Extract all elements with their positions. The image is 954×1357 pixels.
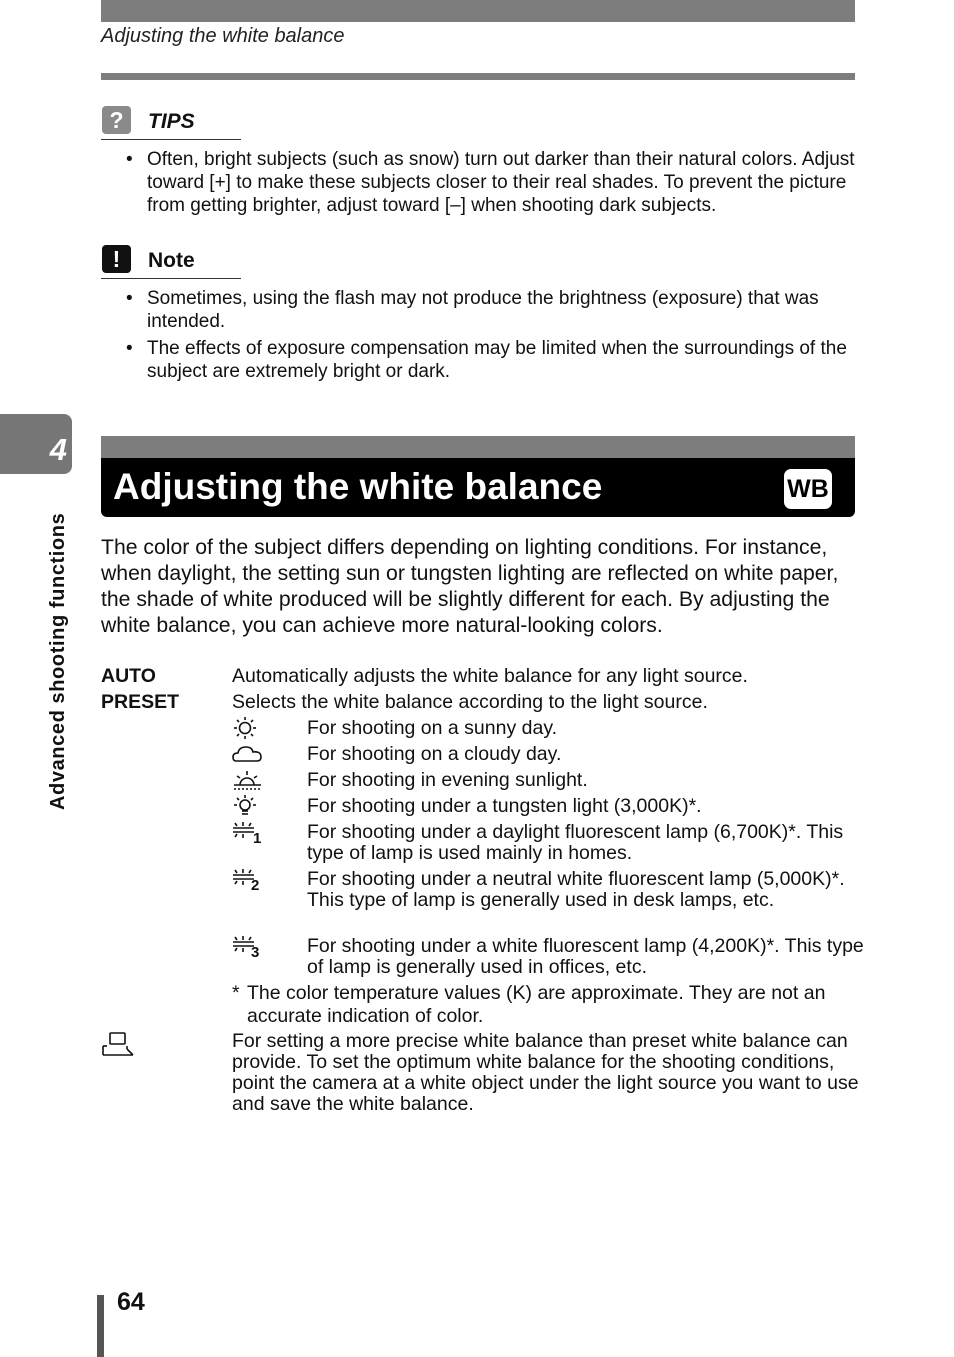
chapter-title: Advanced shooting functions [47,512,69,810]
note-label: Note [148,249,195,272]
page-number: 64 [117,1288,145,1316]
section-title: Adjusting the white balance [113,466,603,507]
footnote-mark: * [232,982,240,1004]
section-bar [101,436,855,458]
preset-item-desc: For shooting in evening sunlight. [307,769,588,791]
preset-item-desc: For shooting under a white fluorescent lamp (4,200K)*. This type of lamp is generally used in offices, etc. [307,935,864,978]
note-heading [101,243,241,279]
chapter-tab [0,414,72,474]
fluorescent-digit: 1 [253,830,262,845]
evening-sun-icon [232,769,264,793]
preset-item-desc: For shooting under a neutral white fluorescent lamp (5,000K)*. This type of lamp is generally used in desk lamps, etc. [307,868,845,911]
preset-item-desc: For shooting under a tungsten light (3,000K)*. [307,795,702,817]
tips-item: • Often, bright subjects (such as snow) turn out darker than their natural colors. Adjust toward [+] to make these subjects closer to their real shades. To prevent the picture from getting brighter, adjust toward [–] when shooting dark subjects. [101,148,861,217]
fluorescent-digit: 3 [251,944,260,959]
one-touch-wb-desc: For setting a more precise white balance than preset white balance can provide. To set the optimum white balance for the shooting conditions, point the camera at a white object under the light source you want to use and save the white balance. [232,1030,859,1115]
page-number-bar [97,1295,104,1357]
note-item: • The effects of exposure compensation may be limited when the surroundings of the subject are extremely bright or dark. [101,337,861,383]
tips-label: TIPS [148,110,195,133]
chapter-number: 4 [49,432,67,467]
sunny-icon [232,716,260,740]
fluorescent-3-icon [232,935,262,959]
question-icon: ? [102,106,131,134]
fluorescent-1-icon [232,821,262,845]
exclamation-icon: ! [102,245,131,273]
preset-item-desc: For shooting on a cloudy day. [307,743,562,765]
wb-badge-label: WB [787,475,829,503]
auto-desc: Automatically adjusts the white balance for any light source. [232,665,748,687]
preset-term: PRESET [101,691,180,713]
note-item: • Sometimes, using the flash may not produce the brightness (exposure) that was intended. [101,287,861,333]
fluorescent-2-icon [232,868,262,892]
tips-heading [101,104,241,140]
preset-desc: Selects the white balance according to the light source. [232,691,708,713]
footnote [232,982,862,1028]
tungsten-icon [232,794,260,820]
cloudy-icon [232,743,264,767]
fluorescent-digit: 2 [251,877,260,892]
tips-list [101,148,861,221]
wb-button-icon [784,469,832,509]
header-rule [101,73,855,80]
running-head: Adjusting the white balance [101,25,345,47]
footnote-text: The color temperature values (K) are approximate. They are not an accurate indication of color. [247,982,826,1027]
header-bar [101,0,855,22]
section-heading [101,458,855,517]
intro-paragraph: The color of the subject differs depending on lighting conditions. For instance, when daylight, the setting sun or tungsten lighting are reflected on white paper, the shade of white produced will be slightly different for each. By adjusting the white balance, you can achieve more natural-looking colors. [101,536,839,637]
auto-term: AUTO [101,665,156,687]
preset-item-desc: For shooting on a sunny day. [307,717,558,739]
note-list [101,287,861,387]
one-touch-wb-icon [101,1031,135,1057]
preset-item-desc: For shooting under a daylight fluorescent lamp (6,700K)*. This type of lamp is used mainly in homes. [307,821,844,864]
